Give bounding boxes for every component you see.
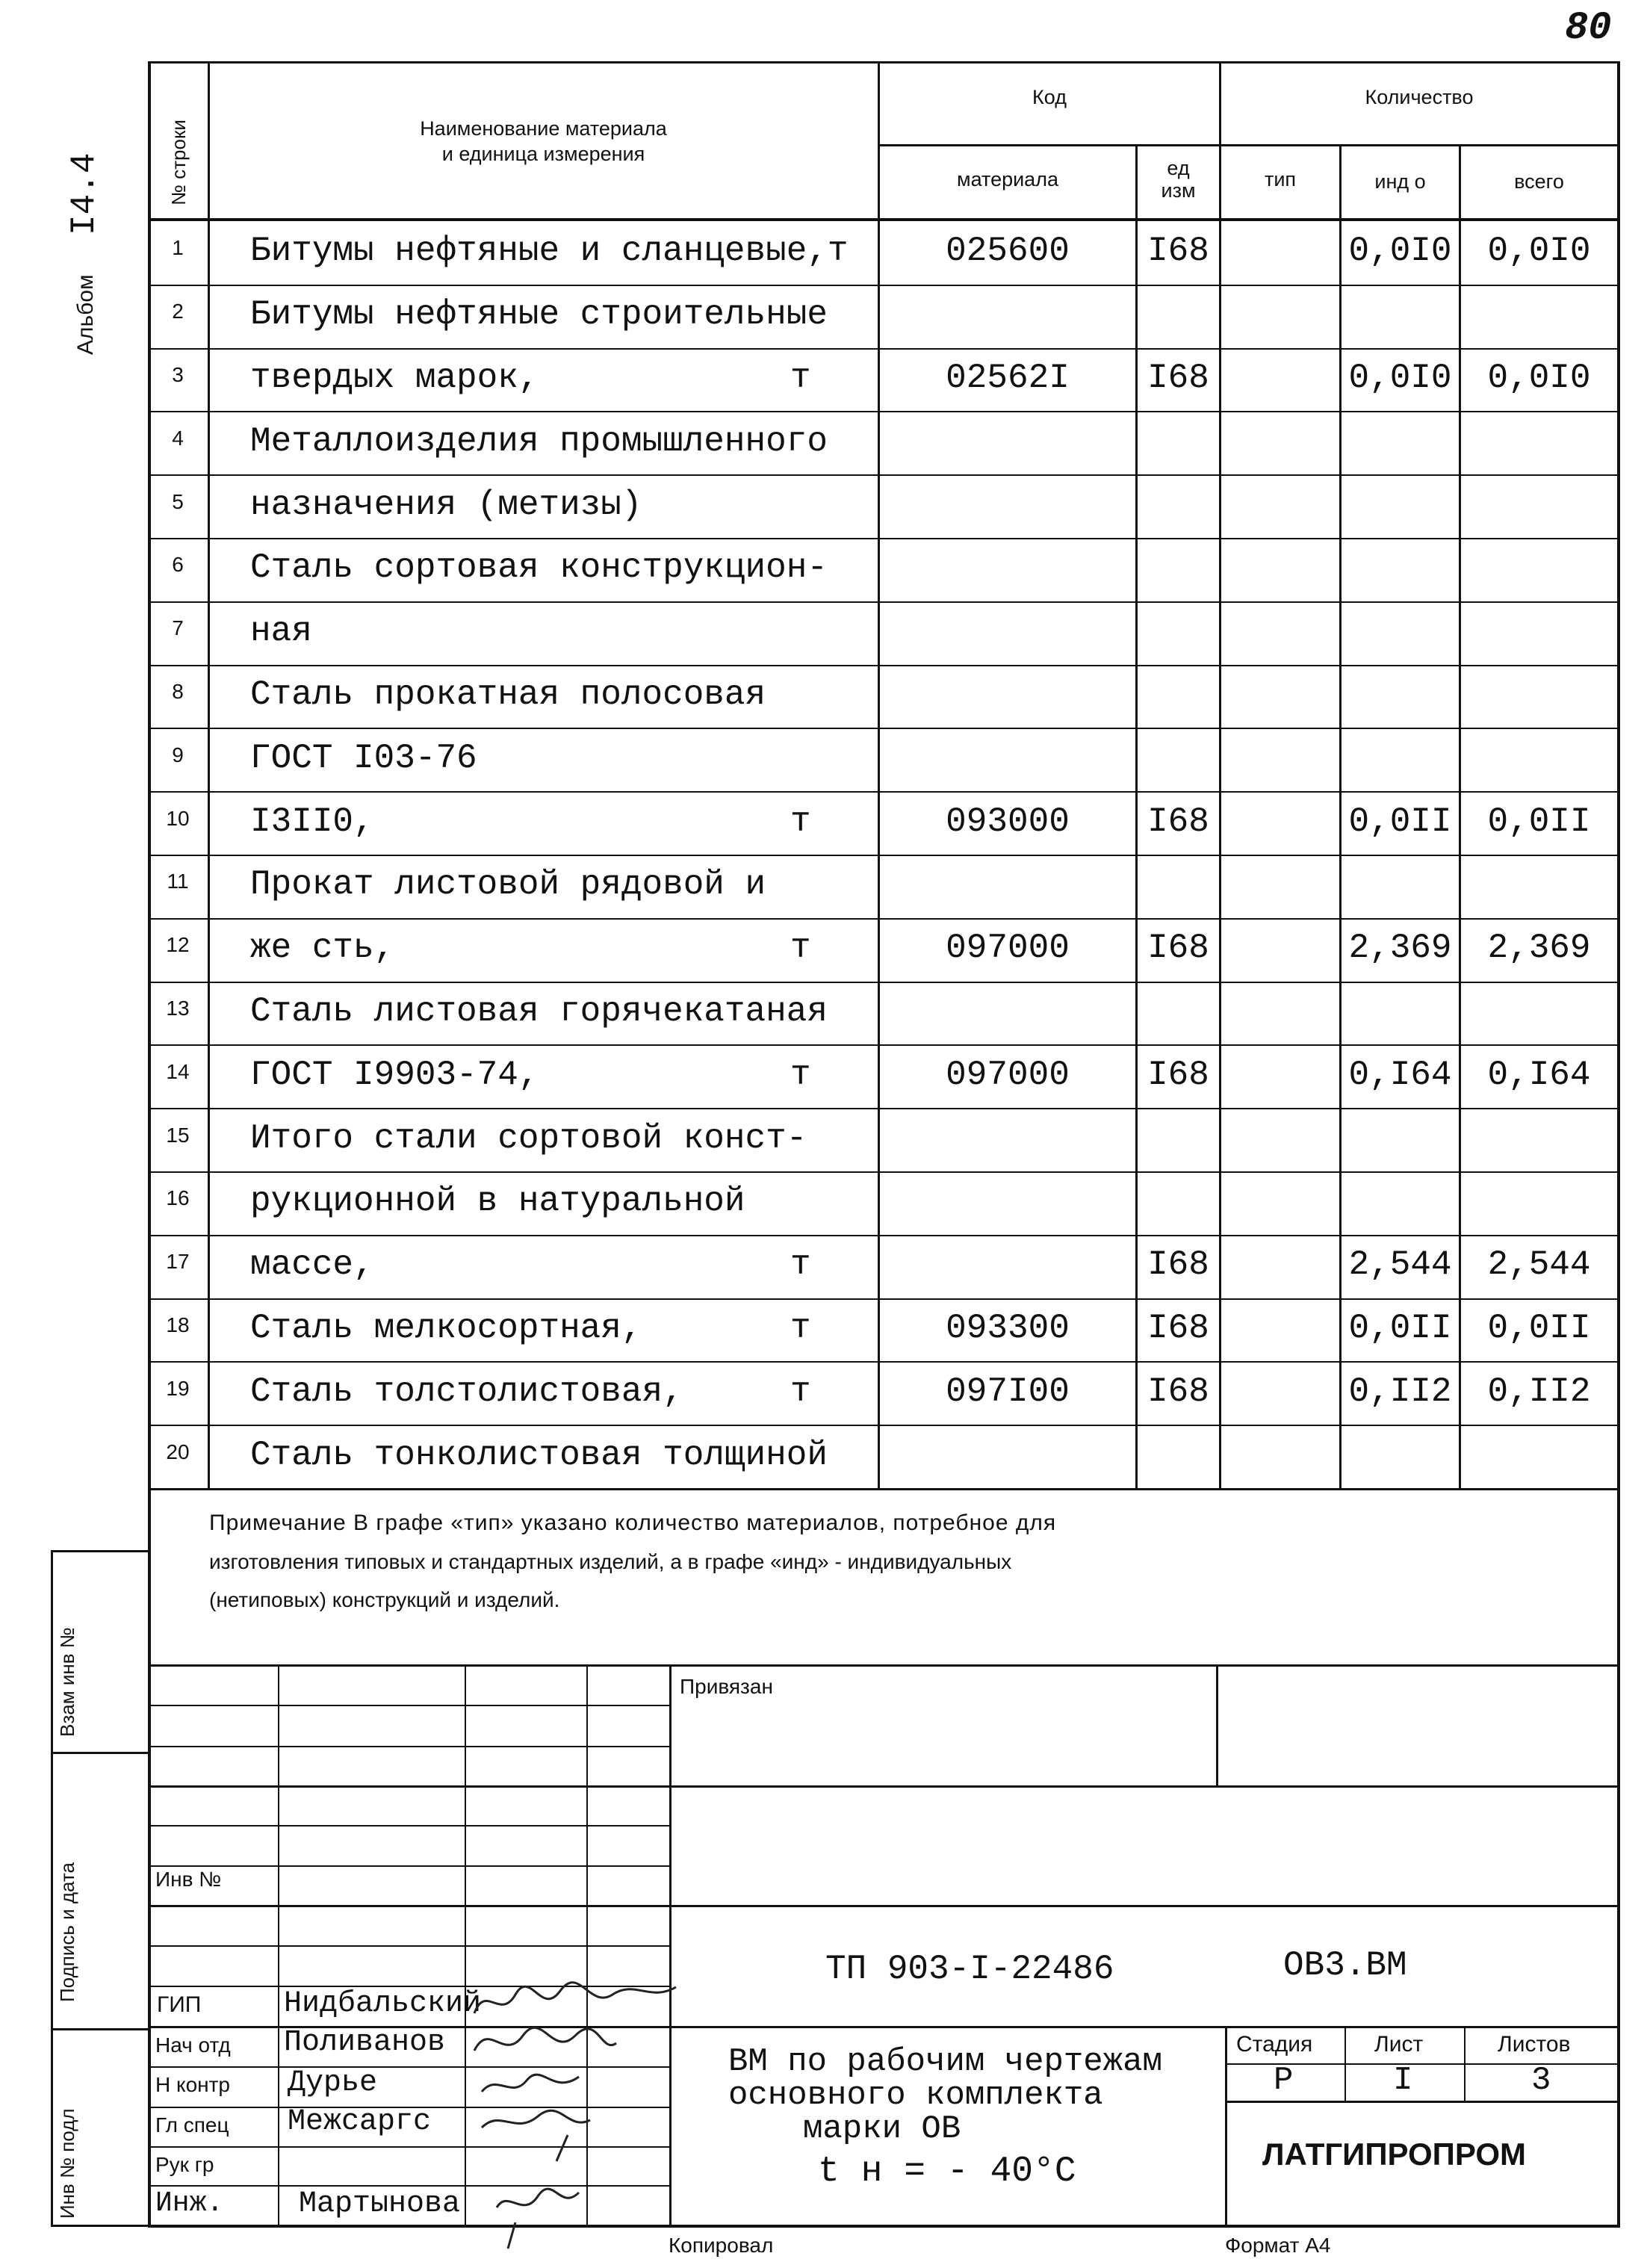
side-label-podpis-data: Подпись и дата (56, 1862, 78, 2002)
row-number: 6 (172, 553, 184, 576)
row-number: 7 (172, 616, 184, 639)
row-name: Сталь толстолистовая, (250, 1372, 683, 1411)
note-line-2: изготовления типовых и стандартных изделий, а в графе «инд» - индивидуальных (209, 1550, 1012, 1573)
row-name: Сталь прокатная полосовая (250, 675, 766, 714)
stage-value: Р (1274, 2062, 1294, 2099)
row-number: 2 (172, 300, 184, 323)
row-code: 097I00 (946, 1372, 1070, 1411)
header-ind: инд о (1374, 170, 1426, 193)
footer-copied: Копировал (669, 2234, 774, 2257)
doc-title-line-3: марки ОВ (803, 2110, 961, 2148)
row-name: назначения (метизы) (250, 486, 642, 524)
role-gl-spec: Гл спец (155, 2113, 229, 2137)
row-unit: т (790, 359, 811, 397)
name-nach-otd: Поливанов (284, 2026, 446, 2060)
header-unit: ед изм (1161, 157, 1196, 202)
row-number: 9 (172, 743, 184, 766)
signature-inzh (493, 2178, 583, 2252)
row-ind: 0,I64 (1348, 1056, 1452, 1094)
row-izm: I68 (1147, 1056, 1209, 1094)
header-material: материала (957, 168, 1058, 190)
stage-label: Стадия (1236, 2032, 1313, 2057)
row-number: 8 (172, 680, 184, 703)
doc-title-line-2: основного комплекта (728, 2077, 1103, 2114)
side-label-inv-podl: Инв № подл (56, 2108, 78, 2219)
row-number: 15 (166, 1124, 190, 1147)
row-name: Битумы нефтяные и сланцевые,т (250, 232, 849, 270)
signature-gl-spec (478, 2105, 598, 2165)
row-number: 14 (166, 1060, 190, 1083)
signature-nach-otd (471, 2021, 620, 2066)
row-name: Итого стали сортовой конст- (250, 1119, 807, 1158)
row-number: 5 (172, 490, 184, 513)
row-ind: 0,0II (1348, 802, 1452, 841)
row-ind: 2,544 (1348, 1245, 1452, 1284)
row-total: 0,0I0 (1487, 359, 1591, 397)
document-mark: ОВ3.ВМ (1283, 1946, 1407, 1985)
album-label: Альбом (73, 274, 98, 355)
row-number: 16 (166, 1186, 190, 1209)
row-unit: т (790, 802, 811, 841)
header-tip: тип (1264, 168, 1297, 190)
row-number: 18 (166, 1313, 190, 1336)
row-name: Сталь листовая горячекатаная (250, 992, 828, 1031)
signature-n-kontr (478, 2066, 583, 2103)
row-name: Прокат листовой рядовой и (250, 865, 766, 904)
note-line-1: Примечание В графе «тип» указано количество материалов, потребное для (209, 1511, 1057, 1535)
row-ind: 0,0II (1348, 1309, 1452, 1348)
row-code: 097000 (946, 1056, 1070, 1094)
row-number: 11 (167, 870, 189, 893)
row-total: 0,I64 (1487, 1056, 1591, 1094)
row-number: 19 (166, 1377, 190, 1400)
row-total: 0,0II (1487, 802, 1591, 841)
row-ind: 2,369 (1348, 929, 1452, 967)
row-izm: I68 (1147, 232, 1209, 270)
row-izm: I68 (1147, 1309, 1209, 1348)
row-number: 12 (166, 933, 190, 956)
row-code: 02562I (946, 359, 1070, 397)
row-name: I3II0, (250, 802, 374, 841)
name-gl-spec: Межсаргс (288, 2105, 432, 2139)
role-n-kontr: Н контр (155, 2073, 230, 2096)
row-name: Сталь сортовая конструкцион- (250, 548, 828, 587)
row-name: Битумы нефтяные строительные (250, 295, 828, 334)
name-n-kontr: Дурье (288, 2066, 378, 2100)
header-code: Код (1032, 86, 1067, 108)
name-gip: Нидбальский (284, 1987, 482, 2021)
row-total: 2,369 (1487, 929, 1591, 967)
row-ind: 0,0I0 (1348, 359, 1452, 397)
row-name: Сталь мелкосортная, (250, 1309, 642, 1348)
row-number: 3 (172, 363, 184, 386)
row-number: 4 (172, 427, 184, 450)
row-name: Металлоизделия промышленного (250, 422, 828, 461)
row-code: 093000 (946, 802, 1070, 841)
doc-title-line-1: ВМ по рабочим чертежам (728, 2043, 1162, 2080)
row-izm: I68 (1147, 929, 1209, 967)
row-unit: т (790, 1309, 811, 1348)
row-number: 17 (166, 1250, 190, 1273)
role-ruk-gr: Рук гр (155, 2153, 214, 2176)
side-label-vzam-inv: Взам инв № (56, 1627, 78, 1737)
role-nach-otd: Нач отд (155, 2033, 231, 2057)
row-unit: т (790, 1372, 811, 1411)
privyazan-label: Привязан (680, 1675, 773, 1698)
row-total: 0,II2 (1487, 1372, 1591, 1411)
page-number: 80 (1565, 6, 1612, 50)
row-number: 1 (172, 236, 184, 259)
header-name: Наименование материала и единица измерения (420, 117, 667, 165)
row-izm: I68 (1147, 359, 1209, 397)
row-total: 0,0II (1487, 1309, 1591, 1348)
header-total: всего (1514, 170, 1564, 193)
album-number: I4.4 (65, 152, 104, 235)
row-unit: т (790, 1056, 811, 1094)
row-izm: I68 (1147, 1245, 1209, 1284)
role-inzh: Инж. (155, 2187, 224, 2219)
row-name: ГОСТ I03-76 (250, 739, 477, 778)
document-code: ТП 903-I-22486 (825, 1950, 1114, 1989)
sheets-label: Листов (1498, 2032, 1571, 2057)
row-unit: т (790, 929, 811, 967)
row-name: рукционной в натуральной (250, 1182, 745, 1221)
row-izm: I68 (1147, 802, 1209, 841)
row-name: ГОСТ I9903-74, (250, 1056, 539, 1094)
header-quantity: Количество (1365, 86, 1474, 108)
inv-no-label: Инв № (155, 1868, 222, 1891)
row-code: 097000 (946, 929, 1070, 967)
footer-format: Формат А4 (1225, 2234, 1331, 2257)
row-ind: 0,0I0 (1348, 232, 1452, 270)
row-number: 13 (166, 997, 190, 1020)
signature-gip (471, 1980, 680, 2024)
row-name: массе, (250, 1245, 374, 1284)
row-code: 025600 (946, 232, 1070, 270)
header-row-number: № строки (167, 120, 190, 205)
row-total: 0,0I0 (1487, 232, 1591, 270)
note-line-3: (нетиповых) конструкций и изделий. (209, 1588, 560, 1611)
row-name: твердых марок, (250, 359, 539, 397)
row-number: 20 (166, 1440, 190, 1463)
row-izm: I68 (1147, 1372, 1209, 1411)
organization-name: ЛАТГИПРОПРОМ (1262, 2137, 1526, 2172)
row-ind: 0,II2 (1348, 1372, 1452, 1411)
row-name: ная (250, 612, 312, 651)
row-number: 10 (166, 807, 190, 830)
sheets-value: 3 (1531, 2062, 1551, 2099)
row-name: же сть, (250, 929, 395, 967)
role-gip: ГИП (157, 1992, 202, 2017)
row-unit: т (790, 1245, 811, 1284)
row-name: Сталь тонколистовая толщиной (250, 1436, 828, 1475)
doc-title-line-4: t н = - 40°С (818, 2151, 1076, 2192)
row-total: 2,544 (1487, 1245, 1591, 1284)
name-inzh: Мартынова (299, 2187, 461, 2221)
sheet-value: I (1393, 2062, 1413, 2099)
sheet-label: Лист (1374, 2032, 1424, 2057)
row-code: 093300 (946, 1309, 1070, 1348)
